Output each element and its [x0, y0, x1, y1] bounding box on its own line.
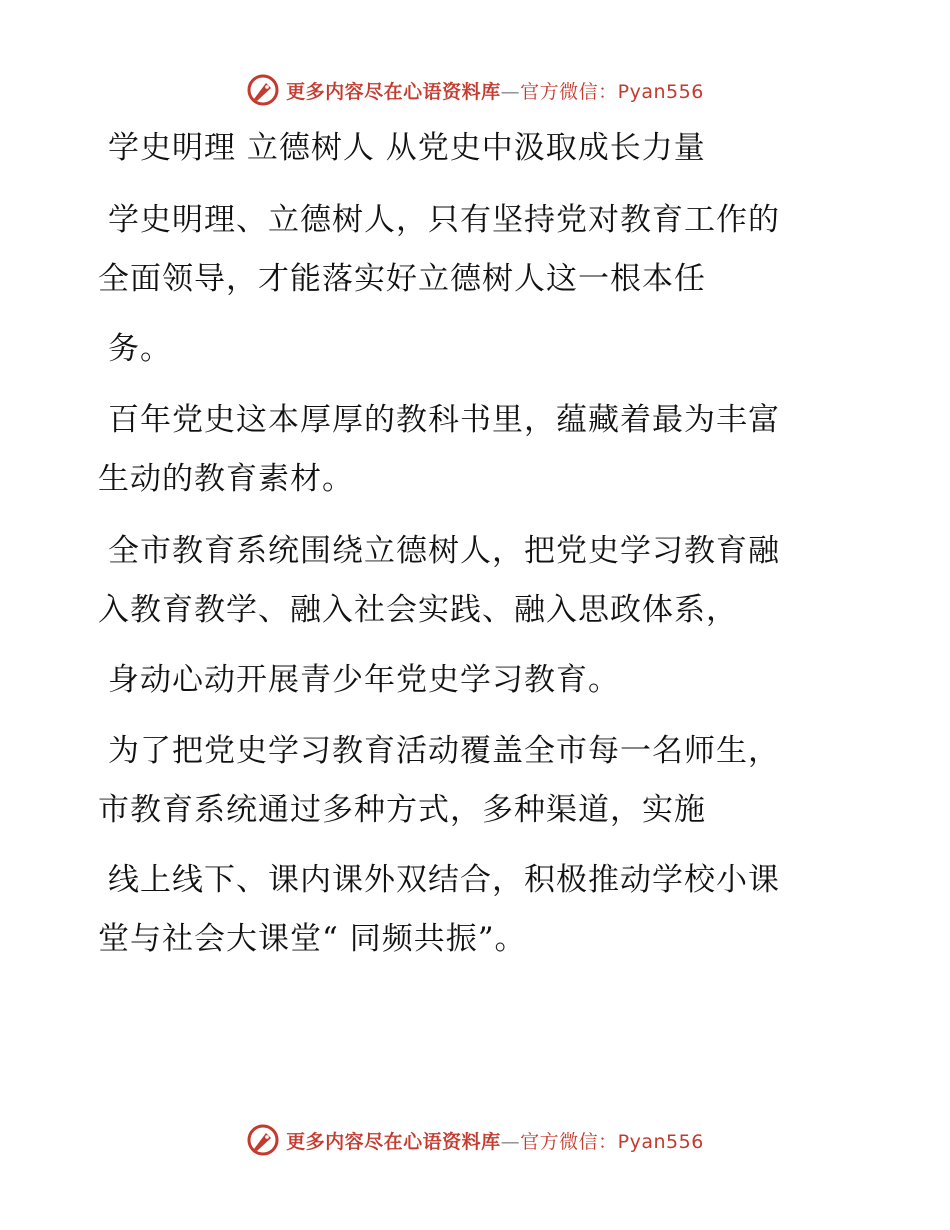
- document-body: [98, 122, 858, 959]
- pen-nib-logo-icon: [246, 73, 280, 107]
- paragraph-1-line-2: 全面领导，才能落实好立德树人这一根本任: [98, 261, 706, 297]
- paragraph-2-line-2: 生动的教育素材。: [98, 461, 354, 497]
- document-title: 学史明理 立德树人 从党史中汲取成长力量: [108, 130, 706, 166]
- paragraph-1-line-3: 务。: [108, 331, 172, 367]
- paragraph-4-line-1: 为了把党史学习教育活动覆盖全市每一名师生，: [108, 733, 780, 769]
- paragraph-4-line-4: 堂与社会大课堂“ 同频共振”。: [98, 921, 527, 957]
- paragraph-3-line-1: 全市教育系统围绕立德树人，把党史学习教育融: [108, 533, 780, 569]
- footer-banner: [0, 1120, 950, 1160]
- header-banner: [0, 70, 950, 110]
- paragraph-3-line-2: 入教育教学、融入社会实践、融入思政体系，: [98, 592, 738, 628]
- paragraph-2-line-1: 百年党史这本厚厚的教科书里，蕴藏着最为丰富: [108, 402, 780, 438]
- paragraph-4-line-2: 市教育系统通过多种方式，多种渠道，实施: [98, 792, 706, 828]
- paragraph-4-line-3: 线上线下、课内课外双结合，积极推动学校小课: [108, 862, 780, 898]
- header-banner-text: 更多内容尽在心语资料库—官方微信：Pyan556: [286, 80, 704, 103]
- footer-banner-text: 更多内容尽在心语资料库—官方微信：Pyan556: [286, 1130, 704, 1153]
- pen-nib-logo-icon: [246, 1123, 280, 1157]
- paragraph-1-line-1: 学史明理、立德树人，只有坚持党对教育工作的: [108, 202, 780, 238]
- paragraph-3-line-3: 身动心动开展青少年党史学习教育。: [108, 662, 620, 698]
